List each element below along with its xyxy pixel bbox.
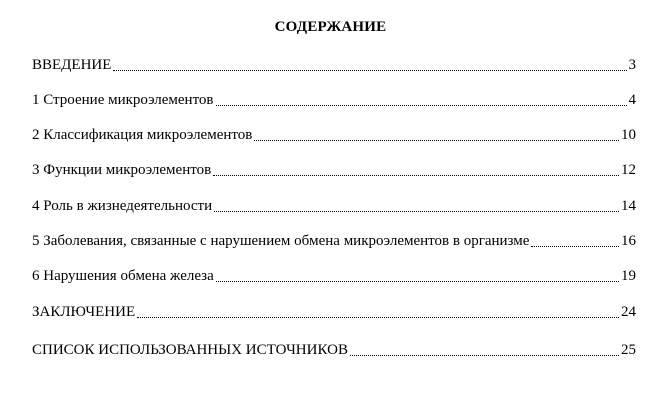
dot-leader	[350, 354, 619, 356]
toc-entry-functions	[32, 160, 636, 180]
toc-entry-page: 16	[621, 233, 636, 249]
dot-leader	[254, 139, 619, 141]
toc-entry-text: 1 Строение микроэлементов	[32, 92, 214, 108]
toc-entry-role	[32, 196, 636, 216]
toc-entry-page: 19	[621, 268, 636, 284]
toc-entry-diseases	[32, 231, 636, 251]
toc-entry-page: 24	[621, 304, 636, 320]
toc-entry-text: 2 Классификация микроэлементов	[32, 127, 253, 143]
toc-title: СОДЕРЖАНИЕ	[274, 19, 387, 35]
toc-entry-page: 14	[621, 198, 636, 214]
toc-entry-page: 25	[621, 342, 636, 358]
toc-entry-page: 4	[628, 92, 636, 108]
toc-entry-text: 3 Функции микроэлементов	[32, 162, 212, 178]
dot-leader	[137, 316, 619, 318]
toc-entry-text: 4 Роль в жизнедеятельности	[32, 198, 213, 214]
toc-entry-text: 5 Заболевания, связанные с нарушением обмена микроэлементов в организме	[32, 233, 530, 249]
dot-leader	[531, 245, 619, 247]
dot-leader	[113, 69, 626, 71]
toc-entry-page: 12	[621, 162, 636, 178]
toc-entry-text: ВВЕДЕНИЕ	[32, 57, 112, 73]
toc-entry-text: 6 Нарушения обмена железа	[32, 268, 214, 284]
toc-entry-conclusion	[32, 302, 636, 322]
dot-leader	[214, 210, 619, 212]
toc-entry-classification	[32, 125, 636, 145]
toc-entry-text: СПИСОК ИСПОЛЬЗОВАННЫХ ИСТОЧНИКОВ	[32, 342, 348, 358]
toc-entry-structure	[32, 90, 636, 110]
toc-entry-references	[32, 340, 636, 360]
toc-entry-text: ЗАКЛЮЧЕНИЕ	[32, 304, 136, 320]
toc-entry-introduction	[32, 55, 636, 75]
toc-entry-page: 10	[621, 127, 636, 143]
dot-leader	[213, 174, 619, 176]
toc-entry-page: 3	[628, 57, 636, 73]
dot-leader	[216, 104, 627, 106]
toc-entry-iron-metabolism	[32, 266, 636, 286]
dot-leader	[216, 280, 619, 282]
